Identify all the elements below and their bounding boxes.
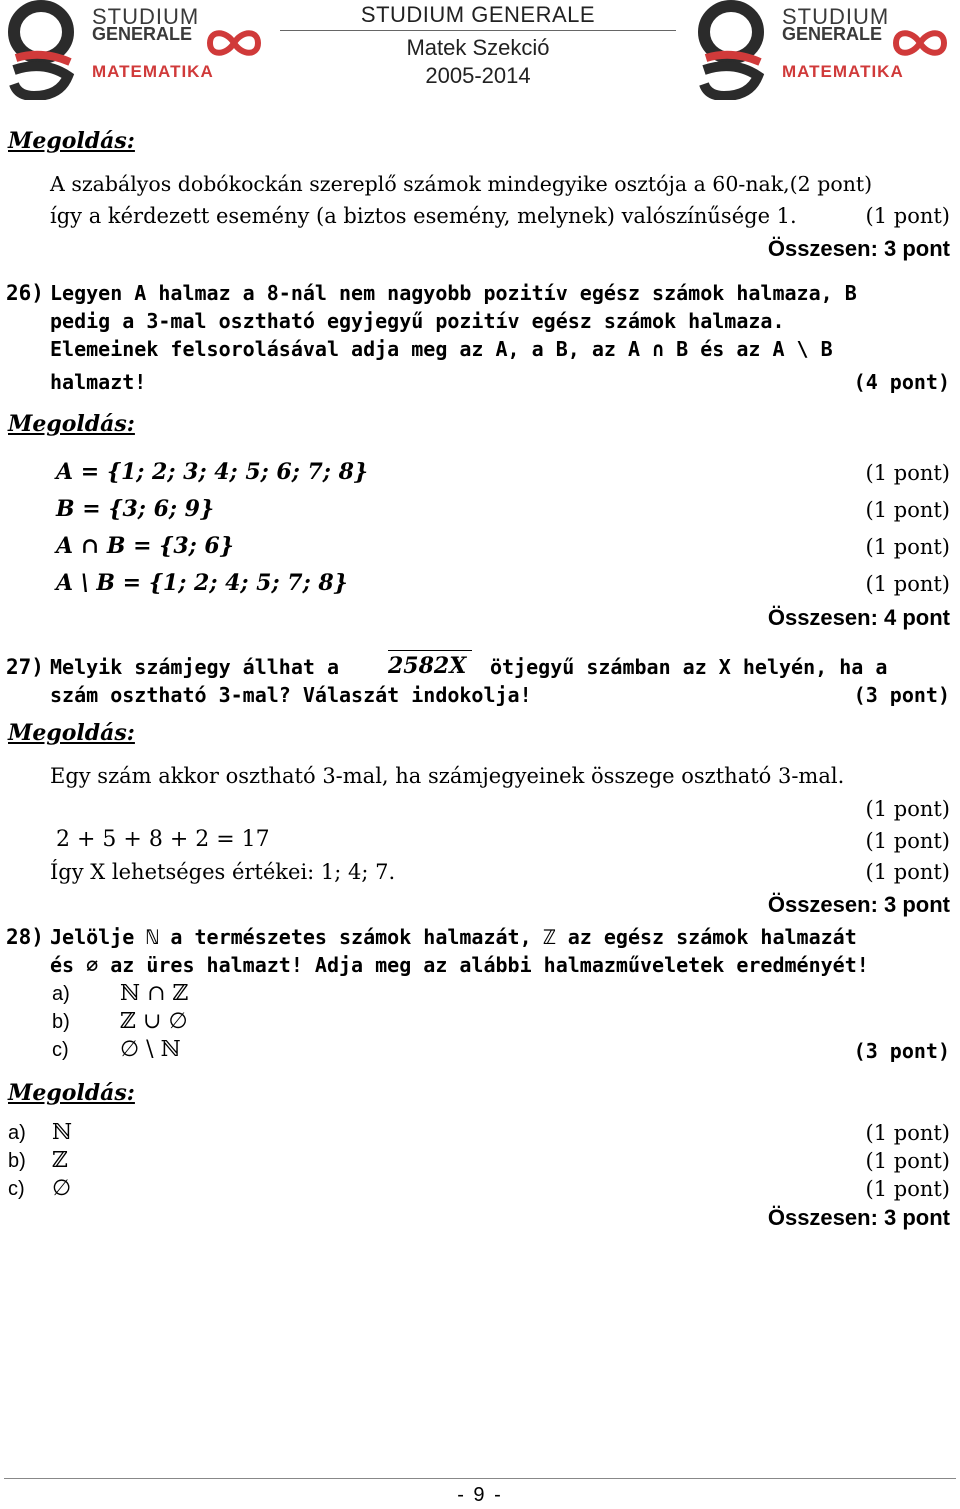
q26-row-b-points: (1 pont): [865, 498, 950, 522]
q26-row-b: B = {3; 6; 9}: [56, 496, 215, 522]
q26-row-intersection-points: (1 pont): [865, 535, 950, 559]
q28-answer-a-points: (1 pont): [865, 1121, 950, 1145]
logo-mark-icon: [4, 0, 84, 100]
q26-row-difference-points: (1 pont): [865, 572, 950, 596]
q28-answer-c-label: c): [8, 1178, 25, 1200]
header-center-line1: STUDIUM GENERALE: [360, 2, 596, 27]
q27-sol-line1-points: (1 pont): [865, 797, 950, 821]
q26-line2: pedig a 3-mal osztható egyjegyű pozitív egész számok halmaza.: [50, 309, 785, 333]
q26-points: (4 pont): [853, 370, 950, 394]
q27-total: Összesen: 3 pont: [767, 892, 950, 917]
q28-line1: Jelölje ℕ a természetes számok halmazát, ℤ az egész számok halmazát: [50, 925, 857, 949]
logo-right-line1: STUDIUM: [782, 4, 890, 29]
q27-sol-line1: Egy szám akkor osztható 3-mal, ha számjegyeinek összege osztható 3-mal.: [50, 764, 845, 788]
logo-left-line2: GENERALE: [92, 24, 193, 44]
q26-solution-label: Megoldás:: [8, 411, 135, 437]
q28-part-a-expr: ℕ ∩ ℤ: [120, 981, 189, 1006]
q27-line2: szám osztható 3-mal? Válaszát indokolja!: [50, 683, 532, 707]
q28-part-a-label: a): [52, 983, 70, 1005]
q26-line4: halmazt!: [50, 370, 147, 394]
q26-total: Összesen: 4 pont: [767, 605, 950, 630]
q28-answer-a: ℕ: [52, 1120, 73, 1145]
q27-line1-a: Melyik számjegy állhat a: [50, 655, 339, 679]
q27-number-expr: 2582X: [388, 653, 467, 679]
q27-number: 27): [6, 655, 44, 679]
q27-points: (3 pont): [853, 683, 950, 707]
header-divider: [280, 30, 676, 31]
q27-solution-label: Megoldás:: [8, 720, 135, 746]
q28-answer-c: ∅: [52, 1176, 72, 1201]
header-center-line2: Matek Szekció: [406, 35, 550, 60]
q28-part-c-label: c): [52, 1039, 69, 1061]
q28-part-b-label: b): [52, 1011, 70, 1033]
q28-solution-label: Megoldás:: [8, 1080, 135, 1106]
header-center-line3: 2005-2014: [425, 63, 531, 88]
sol25-line2-points: (1 pont): [865, 204, 950, 228]
header-center: [280, 2, 676, 89]
q27-values-points: (1 pont): [865, 860, 950, 884]
footer-divider: [4, 1478, 956, 1479]
q26-line1: Legyen A halmaz a 8-nál nem nagyobb pozitív egész számok halmaza, B: [50, 281, 857, 305]
logo-left-line1: STUDIUM: [92, 4, 200, 29]
logo-left: [4, 0, 266, 100]
infinity-icon: [204, 28, 264, 58]
q28-line2: és ∅ az üres halmazt! Adja meg az alábbi halmazműveletek eredményét!: [50, 953, 869, 977]
q27-sum: 2 + 5 + 8 + 2 = 17: [56, 827, 270, 852]
logo-left-line3: MATEMATIKA: [92, 62, 214, 81]
q26-row-intersection: A ∩ B = {3; 6}: [56, 533, 234, 559]
q27-sum-points: (1 pont): [865, 829, 950, 853]
q28-part-b-expr: ℤ ∪ ∅: [120, 1009, 188, 1034]
logo-right-line3: MATEMATIKA: [782, 62, 904, 81]
logo-right: [694, 0, 956, 100]
logo-right-line2: GENERALE: [782, 24, 883, 44]
q26-row-a: A = {1; 2; 3; 4; 5; 6; 7; 8}: [56, 459, 369, 485]
page-number: - 9 -: [457, 1484, 503, 1506]
q28-points: (3 pont): [853, 1039, 950, 1063]
sol25-line2: így a kérdezett esemény (a biztos esemény, melynek) valószínűsége 1.: [50, 204, 797, 228]
q26-row-difference: A \ B = {1; 2; 4; 5; 7; 8}: [56, 570, 348, 596]
q28-answer-a-label: a): [8, 1122, 26, 1144]
q28-answer-b-points: (1 pont): [865, 1149, 950, 1173]
q28-number: 28): [6, 925, 44, 949]
sol25-line1: A szabályos dobókockán szereplő számok mindegyike osztója a 60-nak,(2 pont): [50, 172, 873, 196]
overline-bar: [388, 650, 472, 651]
q26-number: 26): [6, 281, 44, 305]
q26-line3: Elemeinek felsorolásával adja meg az A, a B, az A ∩ B és az A \ B: [50, 337, 833, 361]
infinity-icon: [890, 28, 950, 58]
logo-mark-icon: [694, 0, 774, 100]
q28-total: Összesen: 3 pont: [767, 1205, 950, 1230]
solution-label: Megoldás:: [8, 128, 135, 154]
q28-answer-c-points: (1 pont): [865, 1177, 950, 1201]
q28-part-c-expr: ∅ \ ℕ: [120, 1037, 181, 1062]
q27-values: Így X lehetséges értékei: 1; 4; 7.: [50, 860, 396, 884]
q27-line1-b: ötjegyű számban az X helyén, ha a: [490, 655, 888, 679]
q26-row-a-points: (1 pont): [865, 461, 950, 485]
sol25-total: Összesen: 3 pont: [767, 236, 950, 261]
q28-answer-b: ℤ: [52, 1148, 69, 1173]
q28-answer-b-label: b): [8, 1150, 26, 1172]
